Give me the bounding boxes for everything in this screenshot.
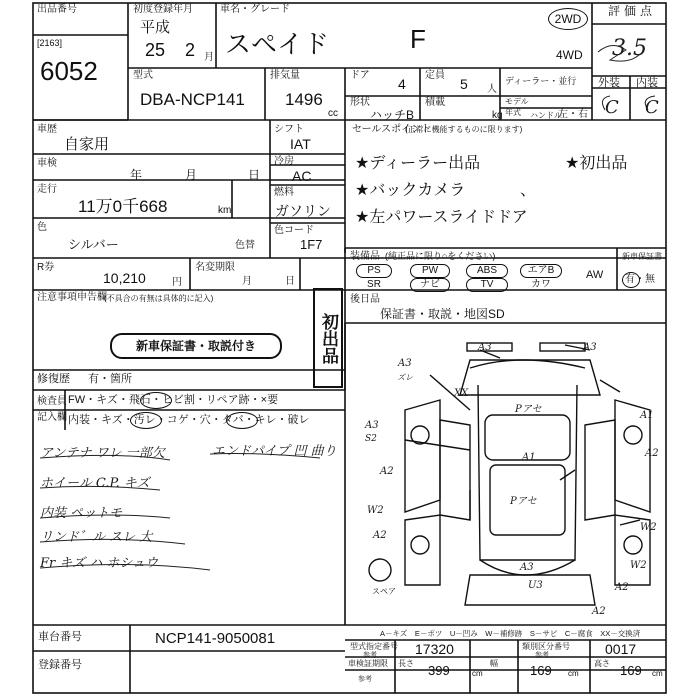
interior-grade: C [645, 97, 659, 118]
chassis-number: NCP141-9050081 [155, 630, 276, 647]
name-change-day: 日 [285, 276, 295, 287]
mark-12: W2 [367, 505, 384, 516]
warranty-stamp: 新車保証書・取説付き [110, 333, 282, 359]
model-cert-value: 17320 [415, 641, 454, 657]
sales-points-label: セールスポイント [352, 124, 432, 135]
equip-tv: TV [466, 278, 508, 292]
color-code: 1F7 [300, 237, 323, 252]
mark-1: A3 [398, 358, 412, 369]
registration-month: 2 [185, 40, 196, 60]
fw-row: FW・キズ・飛石・ヒビ割・リペア跡・×要 [68, 394, 279, 406]
displacement-unit: cc [328, 108, 338, 119]
fuel: ガソリン [275, 203, 331, 219]
name-change-label: 名変期限 [195, 262, 235, 273]
stone-chip-circle [140, 392, 172, 409]
capacity: 5 [460, 76, 468, 92]
registration-year: 25 [145, 40, 166, 60]
first-registration-label: 初度登録年月 [133, 4, 193, 15]
note-line-3: ホイール C.P. キズ [40, 476, 150, 491]
note-line-5: リンド゛ル スレ 大 [40, 530, 153, 545]
class-sub: 参考 [535, 652, 549, 659]
spare-label: スペア [372, 587, 396, 596]
documents-label: 後日品 [350, 294, 380, 305]
lot-sub-code: [2163] [37, 38, 63, 48]
shape-label: 形状 [350, 97, 370, 108]
class-label: 類別区分番号 [522, 642, 570, 651]
equip-sr: SR [367, 279, 381, 290]
mark-13: W2 [640, 522, 657, 533]
registration-month-unit: 月 [204, 52, 214, 63]
equip-airbag: エアB [520, 264, 562, 278]
equip-aw: AW [586, 269, 604, 281]
mark-11: Pアセ [510, 496, 537, 507]
length-unit: cm [472, 669, 483, 678]
score-label: 評価点 [608, 4, 657, 18]
mark-21: A2 [592, 606, 606, 617]
mark-15: W2 [630, 560, 647, 571]
car-name: スペイド [225, 29, 330, 59]
sales-point-tick: 、 [520, 182, 537, 199]
mark-14: A2 [373, 530, 387, 541]
shift: IAT [290, 136, 311, 152]
mileage-label: 走行 [37, 184, 57, 195]
mark-16: A3 [520, 562, 534, 573]
fuel-label: 燃料 [274, 187, 294, 198]
repair-history-value: 有・箇所 [88, 373, 132, 385]
mark-20: S2 [365, 434, 377, 444]
first-listing-stamp: 初出品 [313, 288, 343, 388]
capacity-label: 定員 [425, 70, 445, 81]
height-label: 高さ [594, 659, 610, 668]
warranty-value: 有・無 [625, 274, 655, 285]
color-label: 色 [37, 222, 47, 233]
mark-19: A3 [365, 420, 379, 431]
height: 169 [620, 663, 642, 678]
model-cert-sub: 参考 [363, 652, 377, 659]
equipment-label: 装備品 [350, 251, 380, 262]
repair-history-label: 修復歴 [37, 373, 70, 385]
registration-era: 平成 [140, 19, 171, 36]
tobacco-circle [226, 412, 258, 429]
usage: 自家用 [64, 136, 110, 153]
displacement-label: 排気量 [270, 70, 300, 81]
recycle-yen: 円 [172, 277, 182, 288]
interior-row: 内装・キズ・汚レ・コゲ・穴・タバ・キレ・破レ [68, 414, 310, 426]
mark-3: XX [454, 388, 469, 399]
name-change-month: 月 [242, 276, 252, 287]
mark-4: A3 [478, 342, 492, 353]
note-line-1: アンテナ ワレ 一部欠 [40, 446, 165, 461]
cert-expiry-label: 車検証期限 [348, 659, 388, 668]
model-code-label: 型式 [133, 70, 153, 81]
inspection-day-word: 日 [248, 168, 261, 182]
car-grade: F [410, 24, 426, 54]
dealer-label: ディーラー・並行 [505, 76, 577, 86]
warranty-label: 新車保証書 [622, 252, 662, 261]
recycle-amount: 10,210 [103, 270, 146, 286]
length: 399 [428, 663, 450, 678]
width: 169 [530, 663, 552, 678]
equipment-note: (純正品に限り○をください) [385, 251, 496, 261]
ac: AC [292, 168, 312, 184]
color-code-label: 色コード [274, 225, 314, 236]
equip-abs: ABS [466, 264, 508, 278]
chassis-label: 車台番号 [38, 631, 82, 643]
documents: 保証書・取説・地図SD [380, 307, 505, 321]
mark-6: Pアセ [515, 404, 542, 415]
handle-label: ハンドル [530, 111, 562, 120]
width-label: 幅 [490, 659, 498, 668]
mark-5: A3 [583, 342, 597, 353]
stain-circle [130, 412, 162, 429]
equip-leather: カワ [531, 279, 551, 290]
equip-ps: PS [356, 264, 392, 278]
drive-4wd: 4WD [556, 48, 583, 62]
capacity-unit: 人 [487, 84, 497, 95]
inspection-month-word: 月 [185, 168, 198, 182]
mark-9: A2 [380, 466, 394, 477]
color-change-label: 色替 [235, 240, 255, 251]
doors: 4 [398, 76, 406, 92]
inspection-year-word: 年 [130, 168, 143, 182]
sales-point-2: ★初出品 [565, 155, 628, 172]
model-cert-label: 型式指定番号 [350, 642, 398, 651]
ac-label: 冷房 [274, 156, 294, 167]
mark-2: ズレ [397, 373, 413, 382]
drive-2wd-circle: 2WD [548, 8, 588, 30]
height-unit: cm [652, 669, 663, 678]
mark-17: U3 [528, 580, 543, 591]
length-label: 長さ [398, 659, 414, 668]
mark-8: A1 [640, 410, 654, 421]
load-unit: kg [492, 110, 503, 121]
note-line-6: Fr キズ ハ ホシュウ [40, 556, 159, 571]
color: シルバー [68, 237, 119, 252]
recycle-label: R券 [37, 262, 55, 273]
inspector-label-2: 記入欄 [37, 412, 67, 423]
lot-number: 6052 [40, 56, 98, 86]
shift-label: シフト [274, 124, 304, 135]
lot-number-label: 出品番号 [37, 4, 77, 15]
mileage-unit: km [218, 205, 232, 216]
load-label: 積載 [425, 97, 445, 108]
model-code: DBA-NCP141 [140, 90, 245, 109]
mark-10: A2 [645, 448, 659, 459]
registration-number-label: 登録番号 [38, 659, 82, 671]
handle-value: 左・右 [558, 109, 588, 120]
note-line-2: エンドパイプ 凹 曲り [212, 444, 337, 459]
mark-18: A2 [615, 582, 629, 593]
equip-navi: ナビ [410, 278, 450, 292]
door-label: ドア [350, 70, 370, 81]
inspection-label: 車検 [37, 158, 57, 169]
width-unit: cm [568, 669, 579, 678]
caution-note: (不具合の有無は具体的に記入) [104, 294, 214, 303]
note-line-4: 内装 ペットモ [40, 506, 123, 521]
exterior-grade: C [605, 97, 619, 118]
mileage: 11万0千668 [78, 197, 168, 216]
damage-legend: A－キズ E－ポツ U－凹み W－補修跡 S－サビ C－腐食 XX－交換済 [380, 629, 641, 638]
sales-point-4: ★左パワースライドドア [355, 209, 528, 226]
exterior-label: 外装 [598, 77, 620, 89]
usage-label: 車歴 [37, 124, 57, 135]
class-value: 0017 [605, 641, 637, 657]
mark-7: A1 [522, 452, 536, 463]
sales-points-note: (正常に機能するものに限ります) [405, 125, 523, 134]
cert-expiry-sub: 参考 [358, 676, 372, 683]
displacement: 1496 [285, 90, 323, 109]
caution-label: 注意事項申告欄 [37, 292, 107, 303]
equip-pw: PW [410, 264, 450, 278]
car-name-label: 車名・グレード [220, 4, 290, 15]
score-value: 3.5 [612, 36, 647, 61]
interior-label: 内装 [636, 77, 658, 89]
shape: ハッチB [370, 108, 415, 122]
sales-point-3: ★バックカメラ [355, 182, 466, 199]
model-year-label: モデル年式 [505, 97, 529, 117]
sales-point-1: ★ディーラー出品 [355, 155, 481, 172]
inspector-label-1: 検査員 [37, 396, 67, 407]
